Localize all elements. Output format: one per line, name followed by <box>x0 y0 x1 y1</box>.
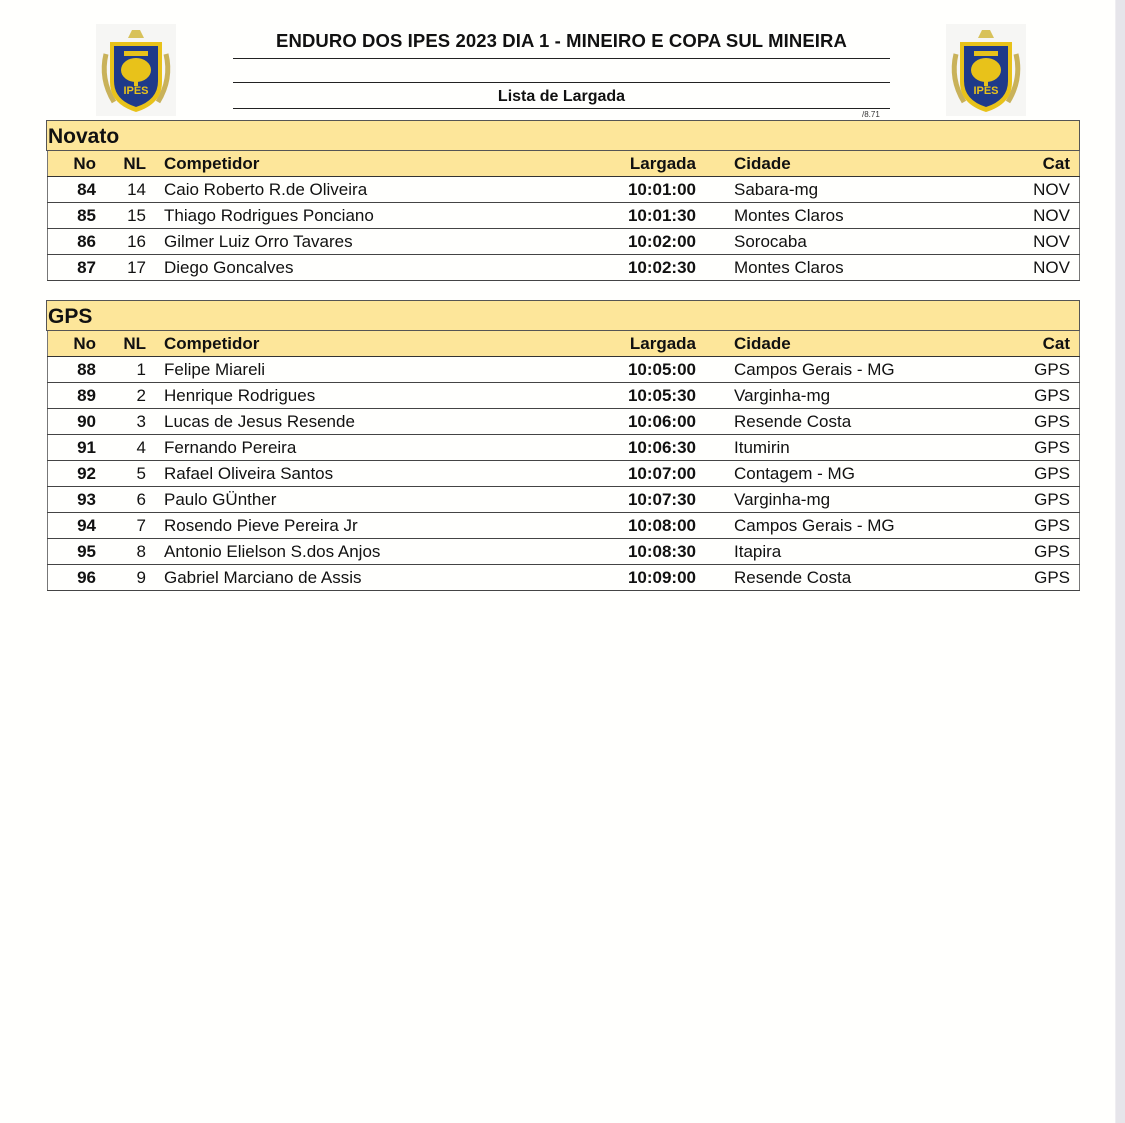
table-row <box>48 383 1080 409</box>
cell-no: 89 <box>48 383 97 409</box>
col-header-cat: Cat <box>994 331 1080 357</box>
cell-cat: NOV <box>994 229 1080 255</box>
cell-no: 94 <box>48 513 97 539</box>
cell-cat: GPS <box>994 513 1080 539</box>
cell-start: 10:06:00 <box>584 409 696 435</box>
cell-competitor: Antonio Elielson S.dos Anjos <box>146 539 584 565</box>
table-row <box>48 177 1080 203</box>
table-row <box>48 487 1080 513</box>
cell-no: 90 <box>48 409 97 435</box>
cell-cat: GPS <box>994 383 1080 409</box>
cell-start: 10:02:30 <box>584 255 696 281</box>
svg-text:IPES: IPES <box>123 85 149 97</box>
cell-nl: 14 <box>96 177 146 203</box>
header-rule <box>233 82 890 83</box>
col-header-no: No <box>48 151 97 177</box>
start-list-table <box>47 151 1080 281</box>
cell-cat: GPS <box>994 435 1080 461</box>
cell-no: 95 <box>48 539 97 565</box>
cell-cat: GPS <box>994 565 1080 591</box>
cell-nl: 2 <box>96 383 146 409</box>
table-row <box>48 435 1080 461</box>
cell-start: 10:07:30 <box>584 487 696 513</box>
cell-no: 93 <box>48 487 97 513</box>
cell-competitor: Caio Roberto R.de Oliveira <box>146 177 584 203</box>
cell-no: 88 <box>48 357 97 383</box>
cell-nl: 16 <box>96 229 146 255</box>
section-gps <box>46 300 1080 591</box>
cell-competitor: Lucas de Jesus Resende <box>146 409 584 435</box>
start-list-table <box>47 331 1080 591</box>
cell-cat: GPS <box>994 461 1080 487</box>
col-header-competitor: Competidor <box>146 331 584 357</box>
table-row <box>48 409 1080 435</box>
cell-start: 10:08:00 <box>584 513 696 539</box>
cell-nl: 7 <box>96 513 146 539</box>
cell-cat: GPS <box>994 357 1080 383</box>
cell-competitor: Thiago Rodrigues Ponciano <box>146 203 584 229</box>
cell-competitor: Henrique Rodrigues <box>146 383 584 409</box>
cell-city: Campos Gerais - MG <box>696 513 994 539</box>
cell-no: 87 <box>48 255 97 281</box>
cell-competitor: Diego Goncalves <box>146 255 584 281</box>
cell-no: 91 <box>48 435 97 461</box>
cell-no: 86 <box>48 229 97 255</box>
cell-no: 84 <box>48 177 97 203</box>
col-header-nl: NL <box>96 331 146 357</box>
version-label: /8.71 <box>862 110 880 119</box>
document-title: ENDURO DOS IPES 2023 DIA 1 - MINEIRO E COPA SUL MINEIRA <box>233 30 890 59</box>
cell-nl: 9 <box>96 565 146 591</box>
cell-start: 10:02:00 <box>584 229 696 255</box>
cell-competitor: Rosendo Pieve Pereira Jr <box>146 513 584 539</box>
table-row <box>48 513 1080 539</box>
cell-start: 10:01:30 <box>584 203 696 229</box>
cell-city: Contagem - MG <box>696 461 994 487</box>
section-title: GPS <box>46 300 1080 331</box>
cell-city: Campos Gerais - MG <box>696 357 994 383</box>
cell-nl: 3 <box>96 409 146 435</box>
cell-competitor: Paulo GÜnther <box>146 487 584 513</box>
cell-start: 10:05:30 <box>584 383 696 409</box>
cell-no: 96 <box>48 565 97 591</box>
col-header-cat: Cat <box>994 151 1080 177</box>
col-header-city: Cidade <box>696 151 994 177</box>
cell-start: 10:08:30 <box>584 539 696 565</box>
col-header-nl: NL <box>96 151 146 177</box>
col-header-no: No <box>48 331 97 357</box>
table-row <box>48 461 1080 487</box>
cell-nl: 4 <box>96 435 146 461</box>
cell-city: Itapira <box>696 539 994 565</box>
cell-city: Itumirin <box>696 435 994 461</box>
cell-nl: 8 <box>96 539 146 565</box>
cell-start: 10:05:00 <box>584 357 696 383</box>
cell-start: 10:01:00 <box>584 177 696 203</box>
cell-nl: 6 <box>96 487 146 513</box>
cell-cat: GPS <box>994 487 1080 513</box>
cell-nl: 1 <box>96 357 146 383</box>
cell-no: 92 <box>48 461 97 487</box>
cell-start: 10:07:00 <box>584 461 696 487</box>
cell-competitor: Fernando Pereira <box>146 435 584 461</box>
cell-city: Montes Claros <box>696 203 994 229</box>
table-row <box>48 357 1080 383</box>
cell-city: Sabara-mg <box>696 177 994 203</box>
cell-city: Varginha-mg <box>696 487 994 513</box>
cell-cat: NOV <box>994 177 1080 203</box>
section-title: Novato <box>46 120 1080 151</box>
table-header-row <box>48 331 1080 357</box>
cell-city: Resende Costa <box>696 409 994 435</box>
section-novato <box>46 120 1080 281</box>
cell-competitor: Gilmer Luiz Orro Tavares <box>146 229 584 255</box>
cell-city: Varginha-mg <box>696 383 994 409</box>
table-row <box>48 203 1080 229</box>
cell-nl: 17 <box>96 255 146 281</box>
table-row <box>48 565 1080 591</box>
svg-text:IPES: IPES <box>973 85 999 97</box>
table-row <box>48 255 1080 281</box>
cell-city: Resende Costa <box>696 565 994 591</box>
cell-competitor: Felipe Miareli <box>146 357 584 383</box>
cell-city: Sorocaba <box>696 229 994 255</box>
cell-cat: GPS <box>994 539 1080 565</box>
cell-competitor: Rafael Oliveira Santos <box>146 461 584 487</box>
cell-nl: 15 <box>96 203 146 229</box>
cell-cat: NOV <box>994 255 1080 281</box>
cell-cat: GPS <box>994 409 1080 435</box>
cell-city: Montes Claros <box>696 255 994 281</box>
cell-start: 10:09:00 <box>584 565 696 591</box>
table-row <box>48 539 1080 565</box>
ipes-shield-logo-left <box>96 24 176 116</box>
cell-start: 10:06:30 <box>584 435 696 461</box>
ipes-shield-logo-right <box>946 24 1026 116</box>
cell-nl: 5 <box>96 461 146 487</box>
cell-competitor: Gabriel Marciano de Assis <box>146 565 584 591</box>
col-header-start: Largada <box>584 331 696 357</box>
document-subtitle: Lista de Largada <box>233 88 890 109</box>
col-header-competitor: Competidor <box>146 151 584 177</box>
cell-cat: NOV <box>994 203 1080 229</box>
col-header-city: Cidade <box>696 331 994 357</box>
cell-no: 85 <box>48 203 97 229</box>
table-row <box>48 229 1080 255</box>
col-header-start: Largada <box>584 151 696 177</box>
table-header-row <box>48 151 1080 177</box>
